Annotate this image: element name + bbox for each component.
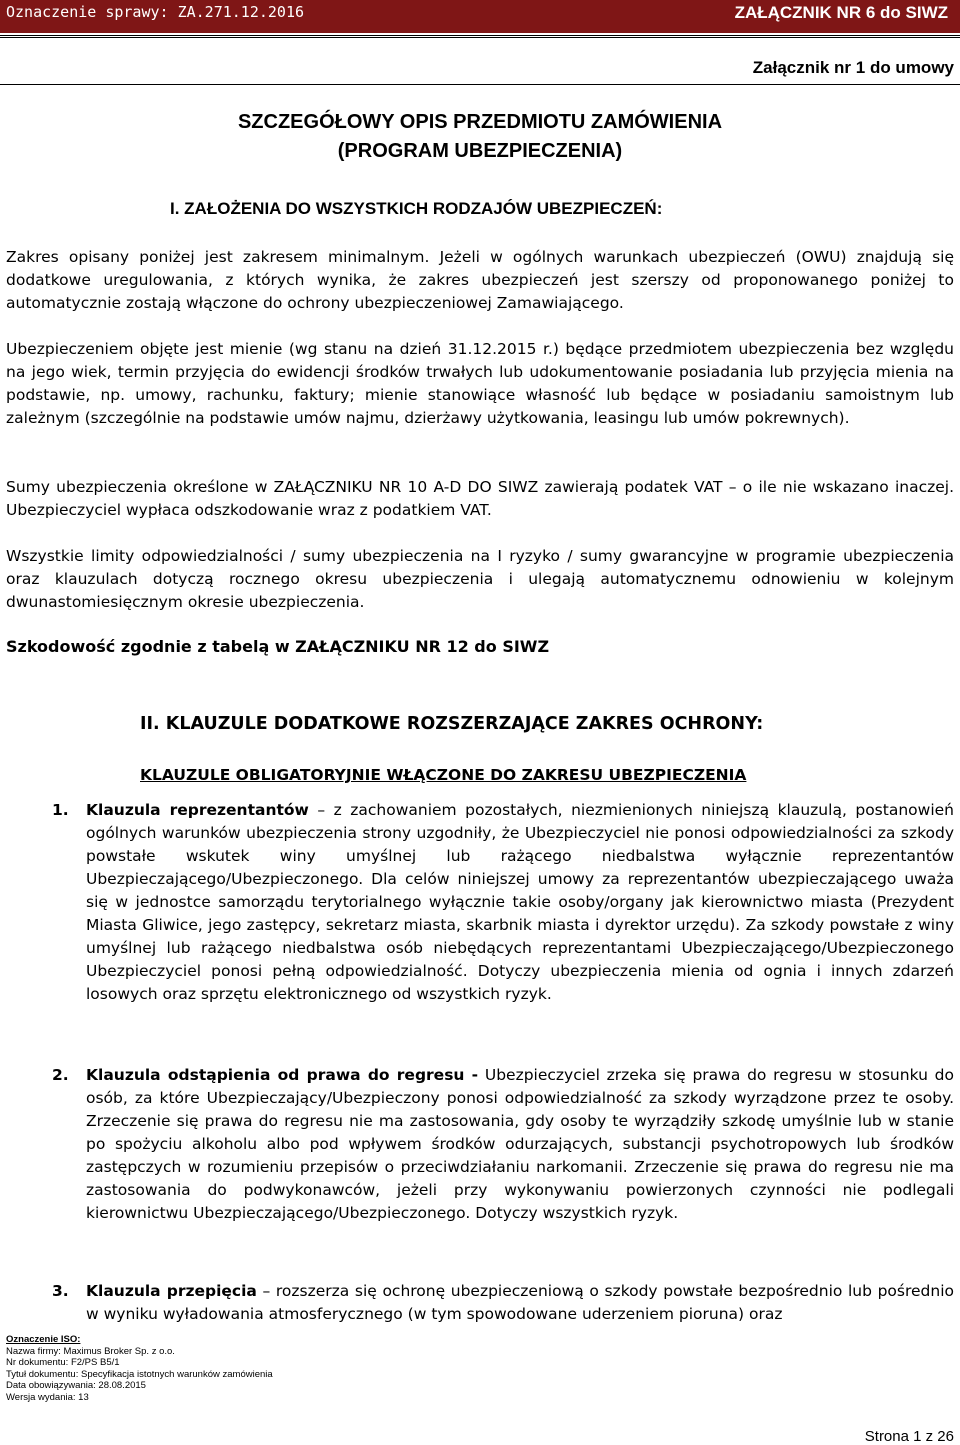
clause-number: 1. xyxy=(52,801,69,819)
clause-text xyxy=(86,1280,954,1326)
footer-version: Wersja wydania: 13 xyxy=(6,1391,89,1403)
clause-body: – rozszerza się ochronę ubezpieczeniową o szkody powstałe bezpośrednio lub pośrednio w wyniku wyładowania atmosferycznego (w tym spowodowane uderzeniem pioruna) oraz xyxy=(86,1282,954,1323)
header-divider xyxy=(0,35,960,36)
claims-history-line: Szkodowość zgodnie z tabelą w ZAŁĄCZNIKU NR 12 do SIWZ xyxy=(6,637,550,656)
case-number: Oznaczenie sprawy: ZA.271.12.2016 xyxy=(6,3,305,21)
footer-valid-date: Data obowiązywania: 28.08.2015 xyxy=(6,1380,146,1391)
paragraph-property: Ubezpieczeniem objęte jest mienie (wg stanu na dzień 31.12.2015 r.) będące przedmiotem ubezpieczenia bez względu na jego wiek, termin przyjęcia do ewidencji środków trwałych lub udokumentowanie posiadania lub przyjęcia mienia na podstawie, np. umowy, rachunku, faktury; mienie stanowiące własność lub będące w posiadaniu samoistnym lub zależnym (szczególnie na podstawie umów najmu, dzierżawy użytkowania, leasingu lub umów pokrewnych). xyxy=(6,340,954,427)
footer-document-title: Tytuł dokumentu: Specyfikacja istotnych warunków zamówienia xyxy=(6,1368,273,1380)
clause-title: Klauzula odstąpienia od prawa do regresu - xyxy=(86,1066,479,1084)
header-divider-2 xyxy=(0,37,960,38)
clause-number: 2. xyxy=(52,1066,69,1084)
footer-company: Nazwa firmy: Maximus Broker Sp. z o.o. xyxy=(6,1345,175,1357)
clause-text xyxy=(86,1064,954,1225)
clause-title: Klauzula przepięcia xyxy=(86,1282,257,1300)
page-number: Strona 1 z 26 xyxy=(864,1428,954,1445)
section1-heading: I. ZAŁOŻENIA DO WSZYSTKICH RODZAJÓW UBEZPIECZEŃ: xyxy=(170,199,663,218)
clause-text xyxy=(86,799,954,1006)
section2-heading: II. KLAUZULE DODATKOWE ROZSZERZAJĄCE ZAKRES OCHRONY: xyxy=(140,714,764,734)
footer-document-number: Nr dokumentu: F2/PS B5/1 xyxy=(6,1357,120,1368)
paragraph-scope: Zakres opisany poniżej jest zakresem minimalnym. Jeżeli w ogólnych warunkach ubezpieczeń (OWU) znajdują się dodatkowe uregulowania, z których wynika, że zakres ubezpieczeń jest szerszy od proponowanego poniżej to automatycznie zostają włączone do ochrony ubezpieczeniowej Zamawiającego. xyxy=(6,248,954,312)
attachment-label: ZAŁĄCZNIK NR 6 do SIWZ xyxy=(734,3,948,22)
section2-subheading: KLAUZULE OBLIGATORYJNIE WŁĄCZONE DO ZAKRESU UBEZPIECZENIA xyxy=(140,766,747,784)
attachment-divider xyxy=(0,84,960,85)
clause-body: – z zachowaniem pozostałych, niezmienionych niniejszą klauzulą, postanowień ogólnych warunków ubezpieczenia strony uzgodniły, że Ubezpieczyciel nie ponosi odpowiedzialności za szkody powstałe wskutek winy umyślnej lub rażącego niedbalstwa wyłącznie reprezentantów Ubezpieczającego/Ubezpieczonego. Dla celów niniejszej umowy za reprezentantów ubezpieczającego uważa się w jednostce samorządu terytorialnego wyłącznie takie osoby/organy jak kierownictwo miasta (Prezydent Miasta Gliwice, jego zastępcy, sekretarz miasta, skarbnik miasta i dyrektor urzędu). Za szkody powstałe z winy umyślnej lub rażącego niedbalstwa osób niebędących reprezentantami Ubezpieczającego/Ubezpieczonego Ubezpieczyciel ponosi pełną odpowiedzialność. Dotyczy ubezpieczenia mienia od ognia i innych zdarzeń losowych oraz sprzętu elektronicznego od wszystkich ryzyk. xyxy=(86,801,954,1003)
header-bar xyxy=(0,0,960,33)
clause-body: Ubezpieczyciel zrzeka się prawa do regresu w stosunku do osób, za które Ubezpieczający/Ubezpieczony ponosi odpowiedzialność za szkody wyrządzone przez te osoby. Zrzeczenie się prawa do regresu nie ma zastosowania, gdy osoby te wyrządziły szkodę umyślnie lub w stanie po spożyciu alkoholu albo pod wpływem środków odurzających, substancji psychotropowych lub środków zastępczych w rozumieniu przepisów o przeciwdziałaniu narkomanii. Zrzeczenie się prawa do regresu nie ma zastosowania do podwykonawców, jeżeli przy wykonywaniu powierzonych czynności nie podlegali kierownictwu Ubezpieczającego/Ubezpieczonego. Dotyczy wszystkich ryzyk. xyxy=(86,1066,954,1222)
iso-footer xyxy=(6,1334,273,1403)
document-title-line2: (PROGRAM UBEZPIECZENIA) xyxy=(337,140,623,162)
clause-title: Klauzula reprezentantów xyxy=(86,801,309,819)
iso-label: Oznaczenie ISO: xyxy=(6,1334,81,1345)
clause-number: 3. xyxy=(52,1282,69,1300)
agreement-attachment: Załącznik nr 1 do umowy xyxy=(752,58,954,77)
paragraph-limits: Wszystkie limity odpowiedzialności / sumy ubezpieczenia na I ryzyko / sumy gwarancyjne w programie ubezpieczenia oraz klauzulach dotyczą rocznego okresu ubezpieczenia i ulegają automatycznemu odnowieniu w kolejnym dwunastomiesięcznym okresie ubezpieczenia. xyxy=(6,547,954,611)
paragraph-vat: Sumy ubezpieczenia określone w ZAŁĄCZNIKU NR 10 A-D DO SIWZ zawierają podatek VAT – o ile nie wskazano inaczej. Ubezpieczyciel wypłaca odszkodowanie wraz z podatkiem VAT. xyxy=(6,478,954,519)
document-title-line1: SZCZEGÓŁOWY OPIS PRZEDMIOTU ZAMÓWIENIA xyxy=(237,111,723,133)
